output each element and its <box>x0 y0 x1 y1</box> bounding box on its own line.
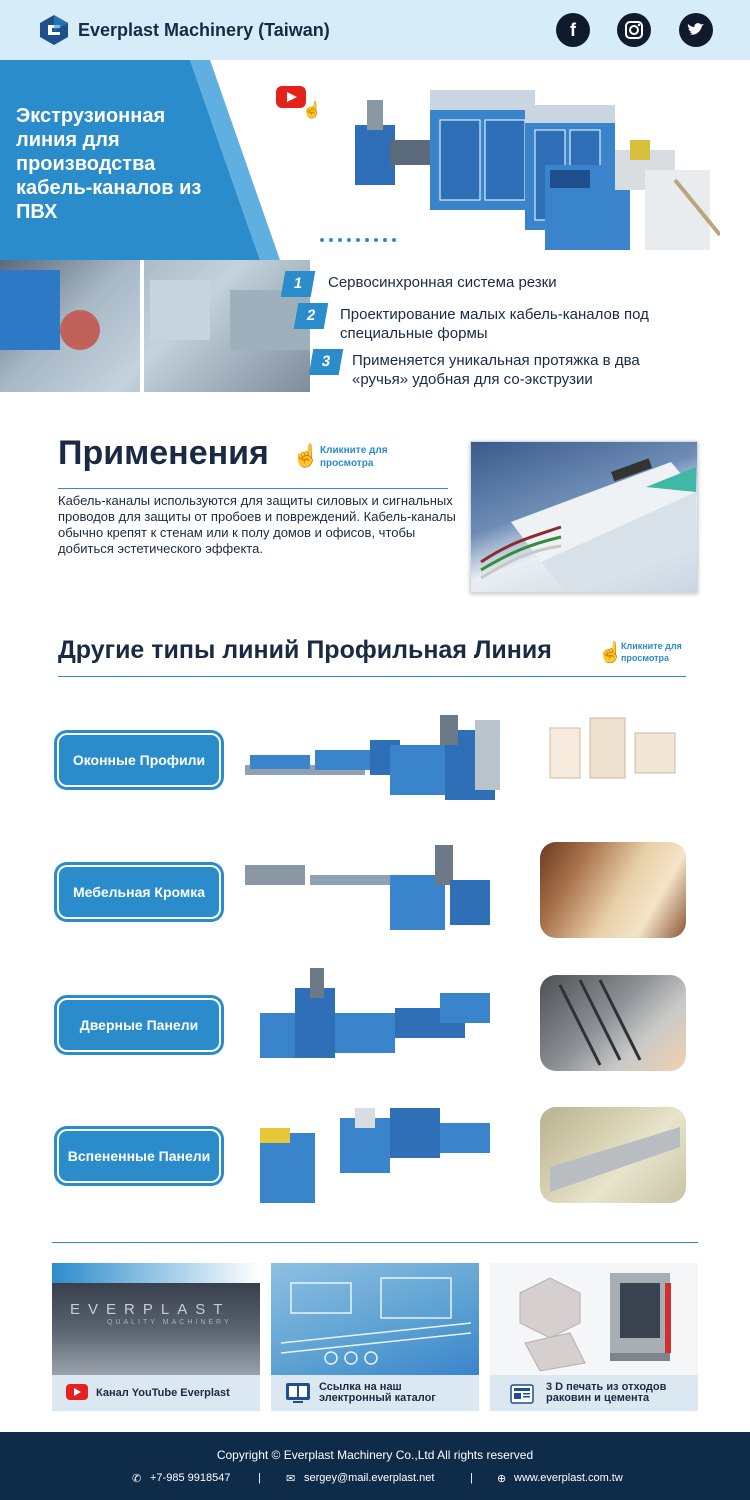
feature-text: Сервосинхронная система резки <box>328 274 557 291</box>
globe-icon: ⊕ <box>497 1473 507 1485</box>
youtube-banner-image <box>52 1263 260 1375</box>
click-hand-icon[interactable]: ☝ <box>598 642 623 664</box>
feature-number-badge: 1 <box>281 271 316 297</box>
foam-panels-photo[interactable] <box>540 1107 686 1203</box>
feature-text: Применяется уникальная протяжка в два «ручья» удобная для со-экструзии <box>352 352 640 388</box>
twitter-icon[interactable] <box>679 13 713 47</box>
email-icon: ✉ <box>286 1473 296 1485</box>
applications-title: Применения <box>58 434 269 472</box>
hero-title: Экструзионная линия для производства кабель-каналов из ПВХ <box>16 105 202 223</box>
catalog-image <box>271 1263 479 1375</box>
instagram-icon[interactable] <box>617 13 651 47</box>
feature-number-badge: 3 <box>309 349 344 375</box>
divider <box>58 488 448 489</box>
catalog-card-label: Ссылка на наш электронный каталог <box>319 1381 436 1404</box>
youtube-card-label: Канал YouTube Everplast <box>96 1387 230 1399</box>
window-profiles-button[interactable]: Оконные Профили <box>57 733 221 787</box>
youtube-icon <box>66 1384 88 1400</box>
door-panel-line-machine <box>240 968 505 1068</box>
edge-banding-line-machine <box>240 840 505 940</box>
feature-text: Проектирование малых кабель-каналов под специальные формы <box>340 306 649 342</box>
window-profiles-photo[interactable] <box>540 708 686 804</box>
foam-panel-line-machine <box>240 1103 505 1203</box>
phone-number[interactable]: +7-985 9918547 <box>150 1472 231 1484</box>
brand-name[interactable]: Everplast Machinery (Taiwan) <box>78 20 330 40</box>
foam-panels-button[interactable]: Вспененные Панели <box>57 1129 221 1183</box>
click-to-view-link[interactable]: Кликните для просмотра <box>621 641 682 663</box>
youtube-channel-card[interactable] <box>52 1263 260 1411</box>
door-panels-button[interactable]: Дверные Панели <box>57 998 221 1052</box>
news-icon <box>510 1384 534 1404</box>
3d-printing-image <box>490 1263 698 1375</box>
hero-detail-photo <box>0 260 310 392</box>
email-address[interactable]: sergey@mail.everplast.net <box>304 1472 435 1484</box>
furniture-edge-button[interactable]: Мебельная Кромка <box>57 865 221 919</box>
cable-channel-photo[interactable] <box>470 441 698 593</box>
catalog-card[interactable] <box>271 1263 479 1411</box>
footer-separator: | <box>470 1472 473 1484</box>
banner-text: EVERPLAST <box>70 1301 231 1318</box>
door-panels-photo[interactable] <box>540 975 686 1071</box>
pointer-hand-icon: ☝ <box>302 102 322 119</box>
other-lines-title: Другие типы линий Профильная Линия <box>58 636 552 664</box>
feature-number-badge: 2 <box>294 303 329 329</box>
footer <box>0 1432 750 1500</box>
website-link[interactable]: www.everplast.com.tw <box>514 1472 623 1484</box>
3d-printing-card-label: 3 D печать из отходов раковин и цемента <box>546 1381 667 1404</box>
click-to-view-link[interactable]: Кликните для просмотра <box>320 445 388 469</box>
divider <box>58 676 686 677</box>
banner-subtext: QUALITY MACHINERY <box>107 1319 232 1326</box>
phone-icon: ✆ <box>132 1473 142 1485</box>
ebook-icon <box>285 1382 311 1404</box>
decorative-dots <box>318 236 398 244</box>
divider <box>52 1242 698 1243</box>
cable-channel-line-machine <box>345 70 720 255</box>
click-hand-icon[interactable]: ☝ <box>292 443 320 468</box>
footer-separator: | <box>258 1472 261 1484</box>
furniture-edge-photo[interactable] <box>540 842 686 938</box>
applications-description: Кабель-каналы используются для защиты силовых и сигнальных проводов для защиты от пробоев и повреждений. Кабель-каналы обычно крепят к стенам или к полу домов и офисов, чтобы добиться эстетического эффекта. <box>58 493 456 556</box>
copyright-text: Copyright © Everplast Machinery Co.,Ltd All rights reserved <box>216 1448 534 1462</box>
everplast-logo-icon[interactable] <box>38 14 70 46</box>
facebook-icon[interactable]: f <box>556 13 590 47</box>
3d-printing-card[interactable] <box>490 1263 698 1411</box>
window-profile-line-machine <box>240 710 505 810</box>
